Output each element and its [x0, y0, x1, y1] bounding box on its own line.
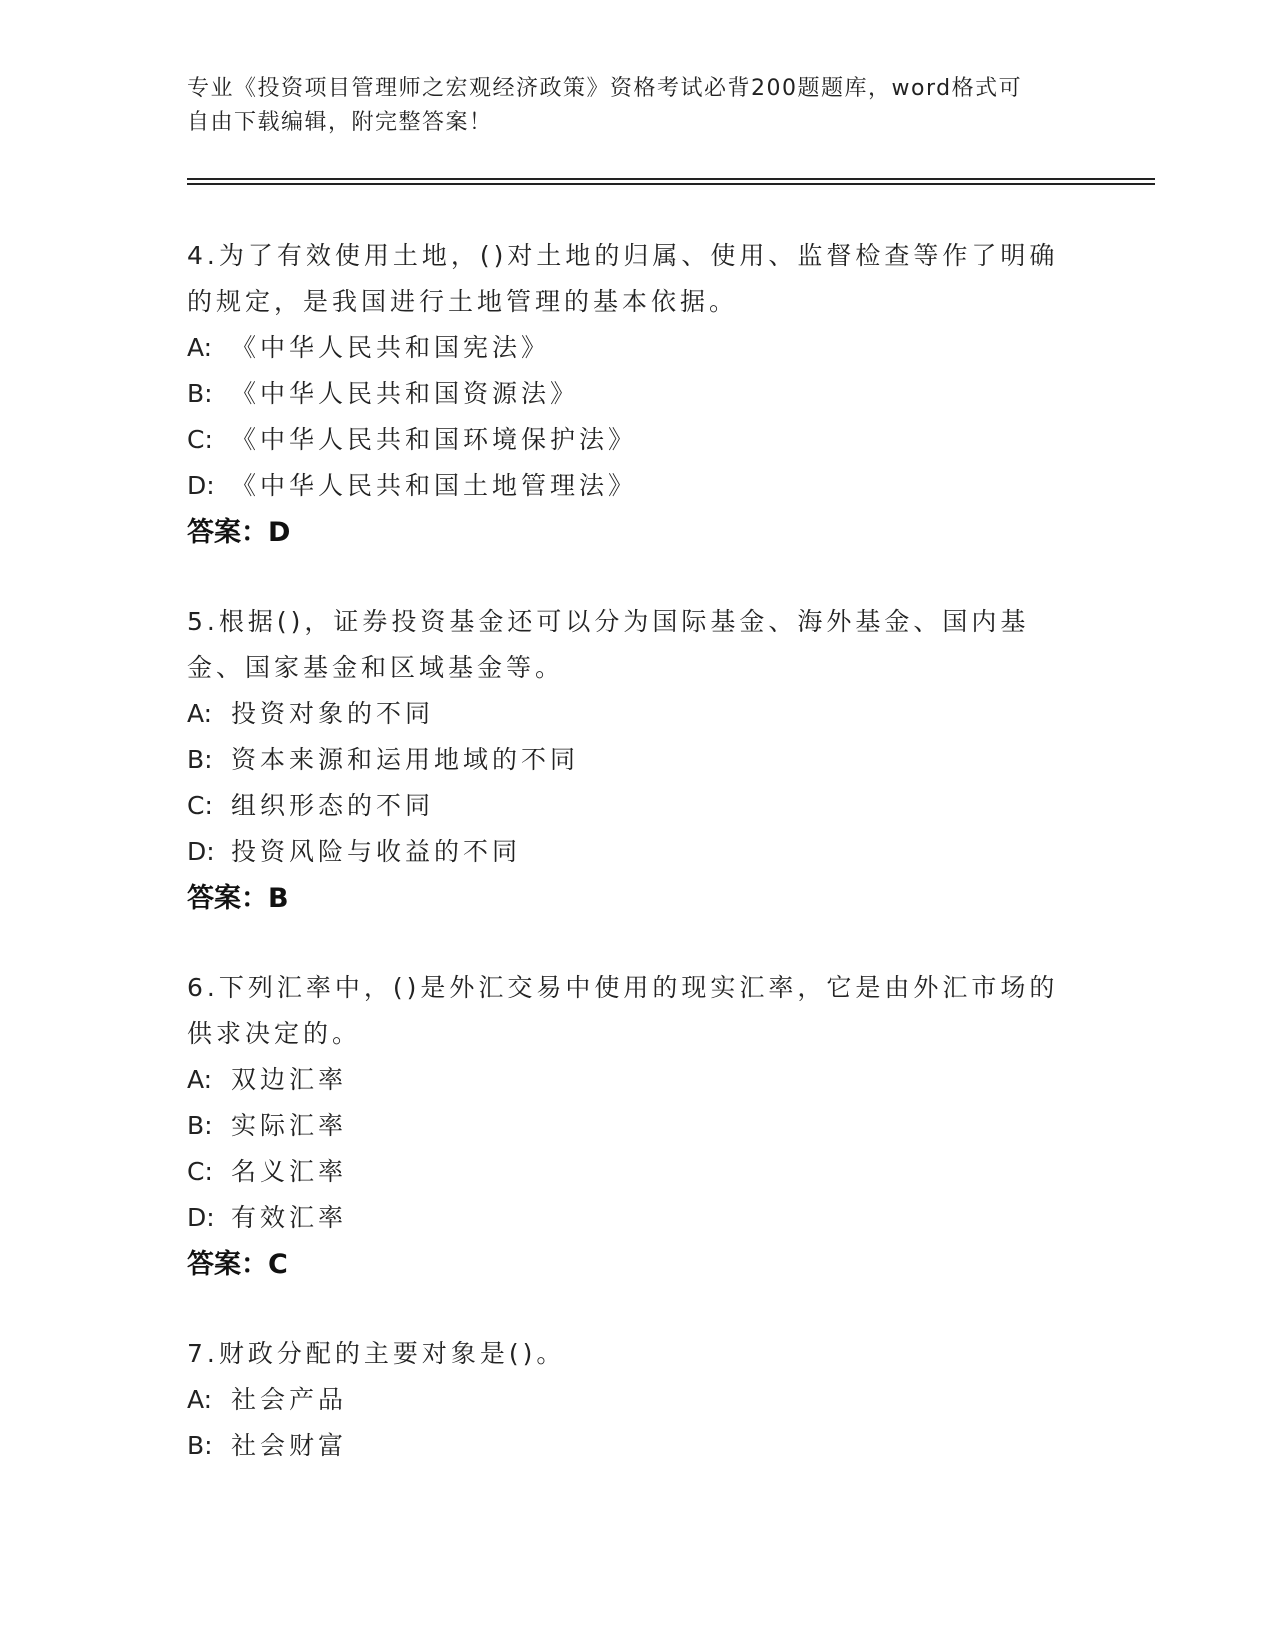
option-key: B:: [187, 745, 213, 774]
answer-line: 答案：D: [187, 517, 291, 548]
option-text: 组织形态的不同: [231, 791, 435, 820]
option-a: [187, 1377, 1067, 1423]
option-b: [187, 1103, 1067, 1149]
question-5: [187, 599, 1067, 922]
option-c: [187, 417, 1067, 463]
option-text: 投资对象的不同: [231, 699, 435, 728]
header-line-1: 专业《投资项目管理师之宏观经济政策》资格考试必背200题题库，word格式可: [187, 76, 1023, 101]
option-c: [187, 783, 1067, 829]
option-text: 资本来源和运用地域的不同: [231, 745, 580, 774]
option-text: 《中华人民共和国土地管理法》: [231, 471, 638, 500]
option-key: A:: [187, 1385, 213, 1414]
option-text: 投资风险与收益的不同: [231, 837, 522, 866]
option-text: 名义汇率: [231, 1157, 348, 1186]
option-key: D:: [187, 837, 215, 866]
question-stem: 7.财政分配的主要对象是()。: [187, 1339, 566, 1368]
option-key: A:: [187, 1065, 213, 1094]
question-stem: 6.下列汇率中，()是外汇交易中使用的现实汇率，它是由外汇市场的供求决定的。: [187, 973, 1059, 1048]
option-text: 社会产品: [231, 1385, 348, 1414]
option-text: 《中华人民共和国宪法》: [231, 333, 551, 362]
option-key: B:: [187, 1431, 213, 1460]
option-text: 《中华人民共和国环境保护法》: [231, 425, 638, 454]
question-7: [187, 1331, 1067, 1469]
header-divider-top: [187, 178, 1155, 180]
option-a: [187, 1057, 1067, 1103]
option-text: 社会财富: [231, 1431, 348, 1460]
option-key: D:: [187, 1203, 215, 1232]
option-key: C:: [187, 425, 213, 454]
option-key: B:: [187, 379, 213, 408]
option-a: [187, 691, 1067, 737]
option-b: [187, 371, 1067, 417]
option-b: [187, 737, 1067, 783]
header-divider-bottom: [187, 183, 1155, 185]
option-a: [187, 325, 1067, 371]
option-d: [187, 1195, 1067, 1241]
option-key: A:: [187, 699, 213, 728]
option-key: C:: [187, 1157, 213, 1186]
option-d: [187, 829, 1067, 875]
option-b: [187, 1423, 1067, 1469]
answer-line: 答案：C: [187, 1249, 288, 1280]
option-text: 有效汇率: [231, 1203, 348, 1232]
option-key: D:: [187, 471, 215, 500]
answer-line: 答案：B: [187, 883, 289, 914]
question-stem: 5.根据()，证券投资基金还可以分为国际基金、海外基金、国内基金、国家基金和区域基金等。: [187, 607, 1030, 682]
option-text: 实际汇率: [231, 1111, 348, 1140]
option-key: B:: [187, 1111, 213, 1140]
option-d: [187, 463, 1067, 509]
question-6: [187, 965, 1067, 1288]
document-header: [187, 72, 1067, 140]
option-key: C:: [187, 791, 213, 820]
question-stem: 4.为了有效使用土地，()对土地的归属、使用、监督检查等作了明确的规定，是我国进行土地管理的基本依据。: [187, 241, 1059, 316]
option-text: 《中华人民共和国资源法》: [231, 379, 580, 408]
option-c: [187, 1149, 1067, 1195]
header-line-2: 自由下载编辑，附完整答案！: [187, 110, 493, 135]
option-key: A:: [187, 333, 213, 362]
option-text: 双边汇率: [231, 1065, 348, 1094]
question-4: [187, 233, 1067, 556]
